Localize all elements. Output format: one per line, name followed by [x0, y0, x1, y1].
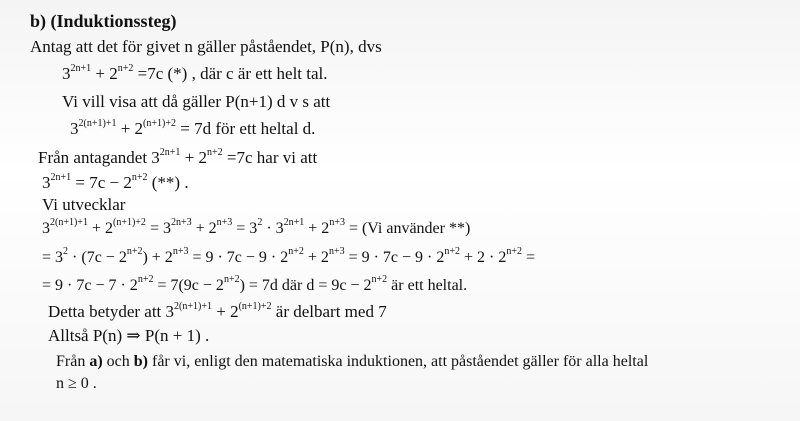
implication-line: Alltså P(n) ⇒ P(n + 1) . [48, 326, 210, 345]
expansion-line-3: = $9 \cdot 7c - 7 \cdot 2^{n+2} = 7(9c - 2^{n+2}) = 7d$ där $d = 9c - 2^{n+2}$ är ett heltal. [42, 274, 468, 294]
expand-heading: Vi utvecklar [42, 195, 126, 214]
from-assumption-line: Från antagandet $3^{2n+1} + 2^{n+2} =7c$ har vi att [38, 147, 318, 167]
goal-formula: $3^{2(n+1)+1} + 2^{(n+1)+2} = 7d$ för ett heltal d. [70, 118, 316, 138]
rearranged-formula: $3^{2n+1} = 7c - 2^{n+2}$ (**) . [42, 172, 189, 192]
expansion-line-2: = $3^2 \cdot (7c - 2^{n+2}) + 2^{n+3} = 9 \cdot 7c - 9 \cdot 2^{n+2} + 2^{n+3} = 9 \cdot 7c - 9 \cdot 2^{n+2} + 2 \cdot 2^{n+2}$ = [42, 246, 536, 266]
section-heading: b) (Induktionssteg) [30, 11, 177, 31]
assumption-formula: $3^{2n+1} + 2^{n+2} =7c$ (*) , där c är ett helt tal. [62, 63, 328, 83]
conclusion-condition: n ≥ 0 . [56, 375, 97, 392]
assumption-line: Antag att det för givet n gäller påståendet, P(n), dvs [30, 37, 382, 56]
divisibility-line: Detta betyder att $3^{2(n+1)+1} + 2^{(n+1)+2}$ är delbart med 7 [48, 301, 387, 321]
conclusion-line: Från a) och b) får vi, enligt den matematiska induktionen, att påståendet gäller för alla heltal [56, 353, 649, 370]
goal-line: Vi vill visa att då gäller P(n+1) d v s att [62, 92, 331, 111]
expansion-line-1: $3^{2(n+1)+1} + 2^{(n+1)+2} = 3^{2n+3} + 2^{n+3} = 3^2 \cdot 3^{2n+1} + 2^{n+3} = (Vi$ använder **) [42, 217, 471, 237]
